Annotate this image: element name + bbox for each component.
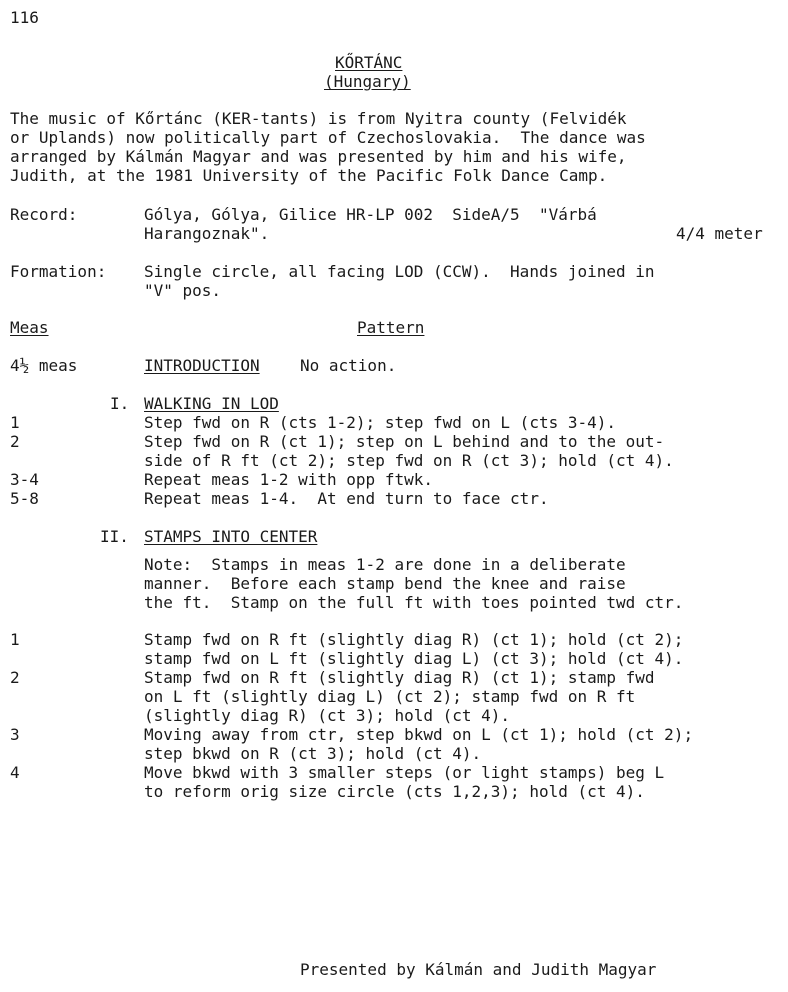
note-line: manner. Before each stamp bend the knee and raise — [144, 574, 626, 593]
intro-line: or Uplands) now politically part of Czechoslovakia. The dance was — [10, 128, 646, 147]
meas-number: 2 — [10, 668, 20, 687]
pattern-line: step bkwd on R (ct 3); hold (ct 4). — [144, 744, 482, 763]
pattern-line: stamp fwd on L ft (slightly diag L) (ct 3); hold (ct 4). — [144, 649, 684, 668]
meas-number: 4 — [10, 763, 20, 782]
pattern-line: Step fwd on R (ct 1); step on L behind and to the out- — [144, 432, 665, 451]
pattern-line: Repeat meas 1-4. At end turn to face ctr. — [144, 489, 549, 508]
meas-number: 3-4 — [10, 470, 39, 489]
formation-text: "V" pos. — [144, 281, 222, 300]
pattern-line: Repeat meas 1-2 with opp ftwk. — [144, 470, 433, 489]
part-title: WALKING IN LOD — [144, 394, 279, 413]
note-line: the ft. Stamp on the full ft with toes pointed twd ctr. — [144, 593, 684, 612]
introduction-label: INTRODUCTION — [144, 356, 260, 375]
intro-line: The music of Kőrtánc (KER-tants) is from Nyitra county (Felvidék — [10, 109, 627, 128]
record-text: Harangoznak". — [144, 224, 270, 243]
pattern-line: (slightly diag R) (ct 3); hold (ct 4). — [144, 706, 511, 725]
record-meter: 4/4 meter — [676, 224, 763, 243]
pattern-line: Step fwd on R (cts 1-2); step fwd on L (cts 3-4). — [144, 413, 617, 432]
record-label: Record: — [10, 205, 78, 224]
pattern-line: side of R ft (ct 2); step fwd on R (ct 3); hold (ct 4). — [144, 451, 674, 470]
pattern-header: Pattern — [357, 318, 425, 337]
pattern-line: Stamp fwd on R ft (slightly diag R) (ct 1); hold (ct 2); — [144, 630, 684, 649]
page-number: 116 — [10, 8, 39, 27]
pattern-line: Moving away from ctr, step bkwd on L (ct 1); hold (ct 2); — [144, 725, 694, 744]
pattern-line: on L ft (slightly diag L) (ct 2); stamp fwd on R ft — [144, 687, 636, 706]
part-number: II. — [100, 527, 129, 546]
part-number: I. — [110, 394, 130, 413]
dance-title: KŐRTÁNC — [335, 53, 403, 72]
meas-number: 1 — [10, 630, 20, 649]
meas-header: Meas — [10, 318, 49, 337]
pattern-line: Move bkwd with 3 smaller steps (or light stamps) beg L — [144, 763, 665, 782]
dance-origin: (Hungary) — [324, 72, 411, 91]
note-line: Note: Stamps in meas 1-2 are done in a deliberate — [144, 555, 626, 574]
intro-line: arranged by Kálmán Magyar and was presented by him and his wife, — [10, 147, 627, 166]
intro-line: Judith, at the 1981 University of the Pacific Folk Dance Camp. — [10, 166, 608, 185]
presenter-credit: Presented by Kálmán and Judith Magyar — [300, 960, 657, 979]
meas-number: 3 — [10, 725, 20, 744]
pattern-line: Stamp fwd on R ft (slightly diag R) (ct 1); stamp fwd — [144, 668, 655, 687]
formation-text: Single circle, all facing LOD (CCW). Hands joined in — [144, 262, 655, 281]
pattern-line: to reform orig size circle (cts 1,2,3); hold (ct 4). — [144, 782, 645, 801]
meas-number: 5-8 — [10, 489, 39, 508]
part-title: STAMPS INTO CENTER — [144, 527, 318, 546]
formation-label: Formation: — [10, 262, 107, 281]
meas-number: 1 — [10, 413, 20, 432]
record-text: Gólya, Gólya, Gilice HR-LP 002 SideA/5 "Várbá — [144, 205, 597, 224]
meas-number: 2 — [10, 432, 20, 451]
introduction-meas: 4½ meas — [10, 356, 78, 375]
introduction-text: No action. — [300, 356, 397, 375]
